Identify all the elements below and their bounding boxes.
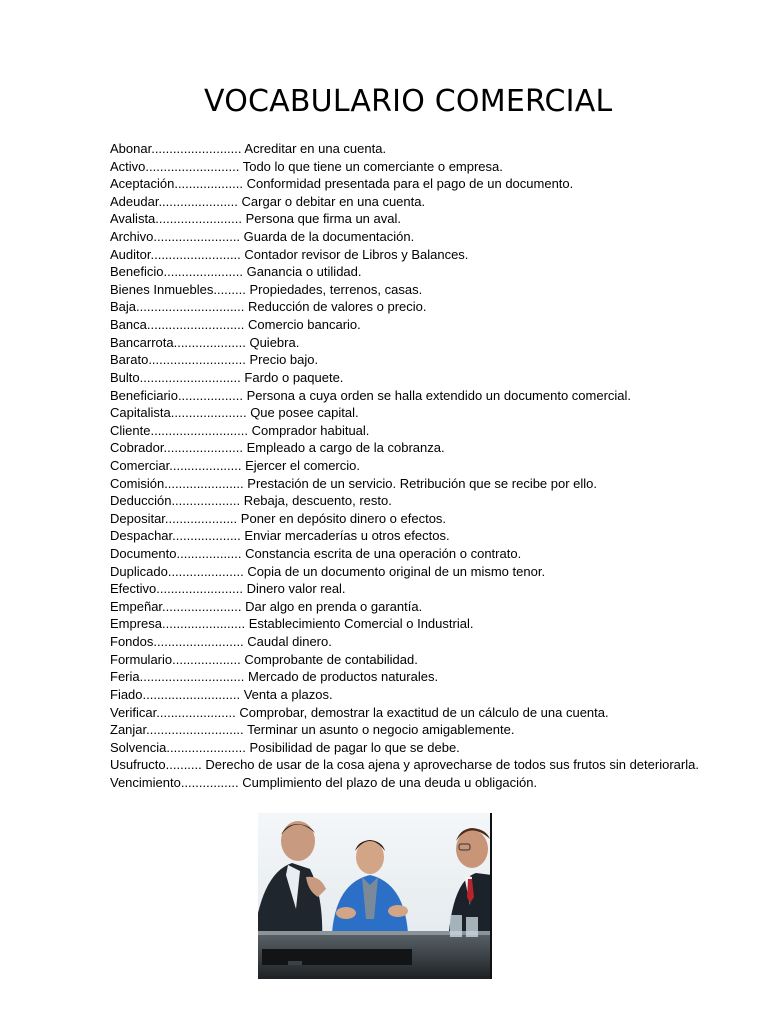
entry-dots: ......................... xyxy=(153,634,244,650)
entry-term: Formulario xyxy=(110,651,173,667)
entry-term: Cobrador xyxy=(110,440,164,456)
vocabulary-entry xyxy=(110,263,760,281)
entry-term: Bulto xyxy=(110,369,140,385)
vocabulary-entry xyxy=(110,246,760,264)
entry-definition: Establecimiento Comercial o Industrial. xyxy=(248,616,474,632)
entry-term: Banca xyxy=(110,317,147,333)
entry-term: Fiado xyxy=(110,686,143,702)
entry-term: Documento xyxy=(110,546,177,562)
entry-dots: ............................. xyxy=(139,669,245,685)
entry-dots: ...................... xyxy=(166,739,246,755)
entry-definition: Precio bajo. xyxy=(249,352,319,368)
vocabulary-entry xyxy=(110,351,760,369)
entry-definition: Comprobante de contabilidad. xyxy=(244,651,418,667)
entry-definition: Cumplimiento del plazo de una deuda u obligación. xyxy=(242,774,538,790)
vocabulary-entry xyxy=(110,475,760,493)
vocabulary-entry xyxy=(110,721,760,739)
vocabulary-entry xyxy=(110,704,760,722)
entry-definition: Comprobar, demostrar la exactitud de un cálculo de una cuenta. xyxy=(239,704,609,720)
entry-term: Fondos xyxy=(110,634,154,650)
entry-term: Beneficio xyxy=(110,264,164,280)
entry-definition: Cargar o debitar en una cuenta. xyxy=(241,193,426,209)
entry-definition: Ganancia o utilidad. xyxy=(246,264,362,280)
vocabulary-entry xyxy=(110,563,760,581)
entry-dots: ................... xyxy=(171,493,241,509)
entry-definition: Guarda de la documentación. xyxy=(243,229,415,245)
entry-definition: Prestación de un servicio. Retribución que se recibe por ello. xyxy=(247,475,598,491)
entry-definition: Persona que firma un aval. xyxy=(245,211,401,227)
vocabulary-entry xyxy=(110,527,760,545)
vocabulary-entry xyxy=(110,422,760,440)
entry-definition: Empleado a cargo de la cobranza. xyxy=(246,440,445,456)
entry-term: Bienes Inmuebles xyxy=(110,281,214,297)
entry-term: Comisión xyxy=(110,475,165,491)
entry-definition: Dar algo en prenda o garantía. xyxy=(245,598,423,614)
entry-term: Capitalista xyxy=(110,405,171,421)
entry-term: Solvencia xyxy=(110,739,167,755)
vocabulary-entry xyxy=(110,158,760,176)
vocabulary-entry xyxy=(110,298,760,316)
entry-dots: ........................... xyxy=(148,352,246,368)
vocabulary-entry xyxy=(110,281,760,299)
entry-definition: Terminar un asunto o negocio amigablemente. xyxy=(247,722,515,738)
entry-definition: Venta a plazos. xyxy=(243,686,333,702)
entry-dots: .................... xyxy=(164,510,238,526)
vocabulary-entry xyxy=(110,492,760,510)
entry-term: Despachar xyxy=(110,528,173,544)
entry-definition: Caudal dinero. xyxy=(247,634,332,650)
vocabulary-entry xyxy=(110,651,760,669)
entry-dots: ....................... xyxy=(162,616,246,632)
entry-term: Avalista xyxy=(110,211,156,227)
vocabulary-entry xyxy=(110,404,760,422)
entry-dots: ......... xyxy=(213,281,246,297)
entry-dots: ......................... xyxy=(150,246,241,262)
entry-definition: Persona a cuya orden se halla extendido un documento comercial. xyxy=(246,387,632,403)
entry-definition: Constancia escrita de una operación o contrato. xyxy=(245,546,522,562)
entry-dots: ........................... xyxy=(146,317,245,333)
entry-term: Efectivo xyxy=(110,581,157,597)
entry-definition: Rebaja, descuento, resto. xyxy=(243,493,392,509)
vocabulary-entry xyxy=(110,369,760,387)
vocabulary-entry xyxy=(110,439,760,457)
entry-definition: Comercio bancario. xyxy=(248,317,361,333)
entry-dots: ........................... xyxy=(150,422,248,438)
entry-term: Zanjar xyxy=(110,722,147,738)
entry-definition: Conformidad presentada para el pago de un documento. xyxy=(246,176,574,192)
entry-term: Feria xyxy=(110,669,140,685)
entry-dots: ..................... xyxy=(170,405,247,421)
entry-term: Usufructo xyxy=(110,757,166,773)
entry-term: Vencimiento xyxy=(110,774,181,790)
entry-dots: ........................ xyxy=(153,229,241,245)
entry-dots: ......................... xyxy=(151,141,242,156)
vocabulary-list xyxy=(110,140,760,792)
entry-term: Archivo xyxy=(110,229,154,245)
entry-definition: Dinero valor real. xyxy=(246,581,346,597)
vocabulary-entry xyxy=(110,774,760,792)
entry-term: Empeñar xyxy=(110,598,163,614)
vocabulary-entry xyxy=(110,668,760,686)
entry-term: Verificar xyxy=(110,704,157,720)
entry-definition: Comprador habitual. xyxy=(251,422,370,438)
vocabulary-entry xyxy=(110,686,760,704)
vocabulary-entry xyxy=(110,598,760,616)
entry-dots: .................. xyxy=(176,546,242,562)
entry-term: Comerciar xyxy=(110,457,170,473)
entry-definition: Acreditar en una cuenta. xyxy=(244,141,387,156)
vocabulary-entry xyxy=(110,510,760,528)
entry-definition: Posibilidad de pagar lo que se debe. xyxy=(249,739,460,755)
business-meeting-photo xyxy=(258,813,492,979)
vocabulary-entry xyxy=(110,457,760,475)
entry-definition: Copia de un documento original de un mismo tenor. xyxy=(247,563,546,579)
vocabulary-entry xyxy=(110,175,760,193)
document-title: VOCABULARIO COMERCIAL xyxy=(204,84,613,119)
vocabulary-entry xyxy=(110,545,760,563)
entry-term: Auditor xyxy=(110,246,151,262)
entry-term: Beneficiario xyxy=(110,387,178,403)
vocabulary-entry xyxy=(110,633,760,651)
entry-definition: Poner en depósito dinero o efectos. xyxy=(240,510,447,526)
entry-definition: Fardo o paquete. xyxy=(244,369,344,385)
entry-definition: Enviar mercaderías u otros efectos. xyxy=(244,528,450,544)
vocabulary-entry xyxy=(110,228,760,246)
entry-dots: ...................... xyxy=(158,193,238,209)
vocabulary-entry xyxy=(110,387,760,405)
entry-dots: ...................... xyxy=(163,264,243,280)
entry-definition: Propiedades, terrenos, casas. xyxy=(249,281,423,297)
entry-term: Adeudar xyxy=(110,193,159,209)
entry-term: Depositar xyxy=(110,510,165,526)
entry-term: Bancarrota xyxy=(110,334,174,350)
entry-definition: Reducción de valores o precio. xyxy=(248,299,427,315)
entry-dots: ................... xyxy=(172,528,241,544)
entry-dots: ..................... xyxy=(167,563,244,579)
vocabulary-entry xyxy=(110,615,760,633)
entry-dots: .......... xyxy=(165,757,202,773)
entry-term: Aceptación xyxy=(110,176,175,192)
entry-dots: ...................... xyxy=(163,440,243,456)
entry-dots: ........................ xyxy=(156,581,243,597)
entry-dots: ............................ xyxy=(139,369,241,385)
vocabulary-entry xyxy=(110,334,760,352)
entry-dots: .............................. xyxy=(136,299,245,315)
entry-dots: ........................... xyxy=(142,686,241,702)
entry-term: Cliente xyxy=(110,422,151,438)
entry-dots: ........................ xyxy=(155,211,242,227)
entry-dots: .................. xyxy=(177,387,243,403)
entry-term: Deducción xyxy=(110,493,172,509)
entry-dots: .................... xyxy=(169,457,242,473)
entry-definition: Quiebra. xyxy=(249,334,300,350)
entry-dots: ........................... xyxy=(146,722,244,738)
entry-term: Duplicado xyxy=(110,563,168,579)
entry-definition: Que posee capital. xyxy=(250,405,359,421)
entry-term: Activo xyxy=(110,158,146,174)
vocabulary-entry xyxy=(110,739,760,757)
entry-dots: ................... xyxy=(174,176,243,192)
entry-dots: .......................... xyxy=(145,158,240,174)
vocabulary-entry xyxy=(110,580,760,598)
entry-dots: .................... xyxy=(173,334,246,350)
entry-definition: Todo lo que tiene un comerciante o empresa. xyxy=(242,158,503,174)
entry-dots: ...................... xyxy=(162,598,242,614)
entry-term: Baja xyxy=(110,299,137,315)
entry-dots: ................ xyxy=(180,774,239,790)
entry-definition: Contador revisor de Libros y Balances. xyxy=(244,246,469,262)
vocabulary-entry xyxy=(110,193,760,211)
entry-definition: Mercado de productos naturales. xyxy=(248,669,439,685)
entry-definition: Ejercer el comercio. xyxy=(245,457,360,473)
entry-term: Abonar xyxy=(110,141,152,156)
entry-dots: ...................... xyxy=(164,475,244,491)
entry-dots: ................... xyxy=(172,651,241,667)
vocabulary-entry xyxy=(110,140,760,158)
vocabulary-entry xyxy=(110,316,760,334)
entry-term: Empresa xyxy=(110,616,163,632)
vocabulary-entry xyxy=(110,756,760,774)
entry-term: Barato xyxy=(110,352,149,368)
entry-definition: Derecho de usar de la cosa ajena y aprovecharse de todos sus frutos sin deteriorarla. xyxy=(205,757,699,773)
entry-dots: ...................... xyxy=(156,704,236,720)
vocabulary-entry xyxy=(110,210,760,228)
